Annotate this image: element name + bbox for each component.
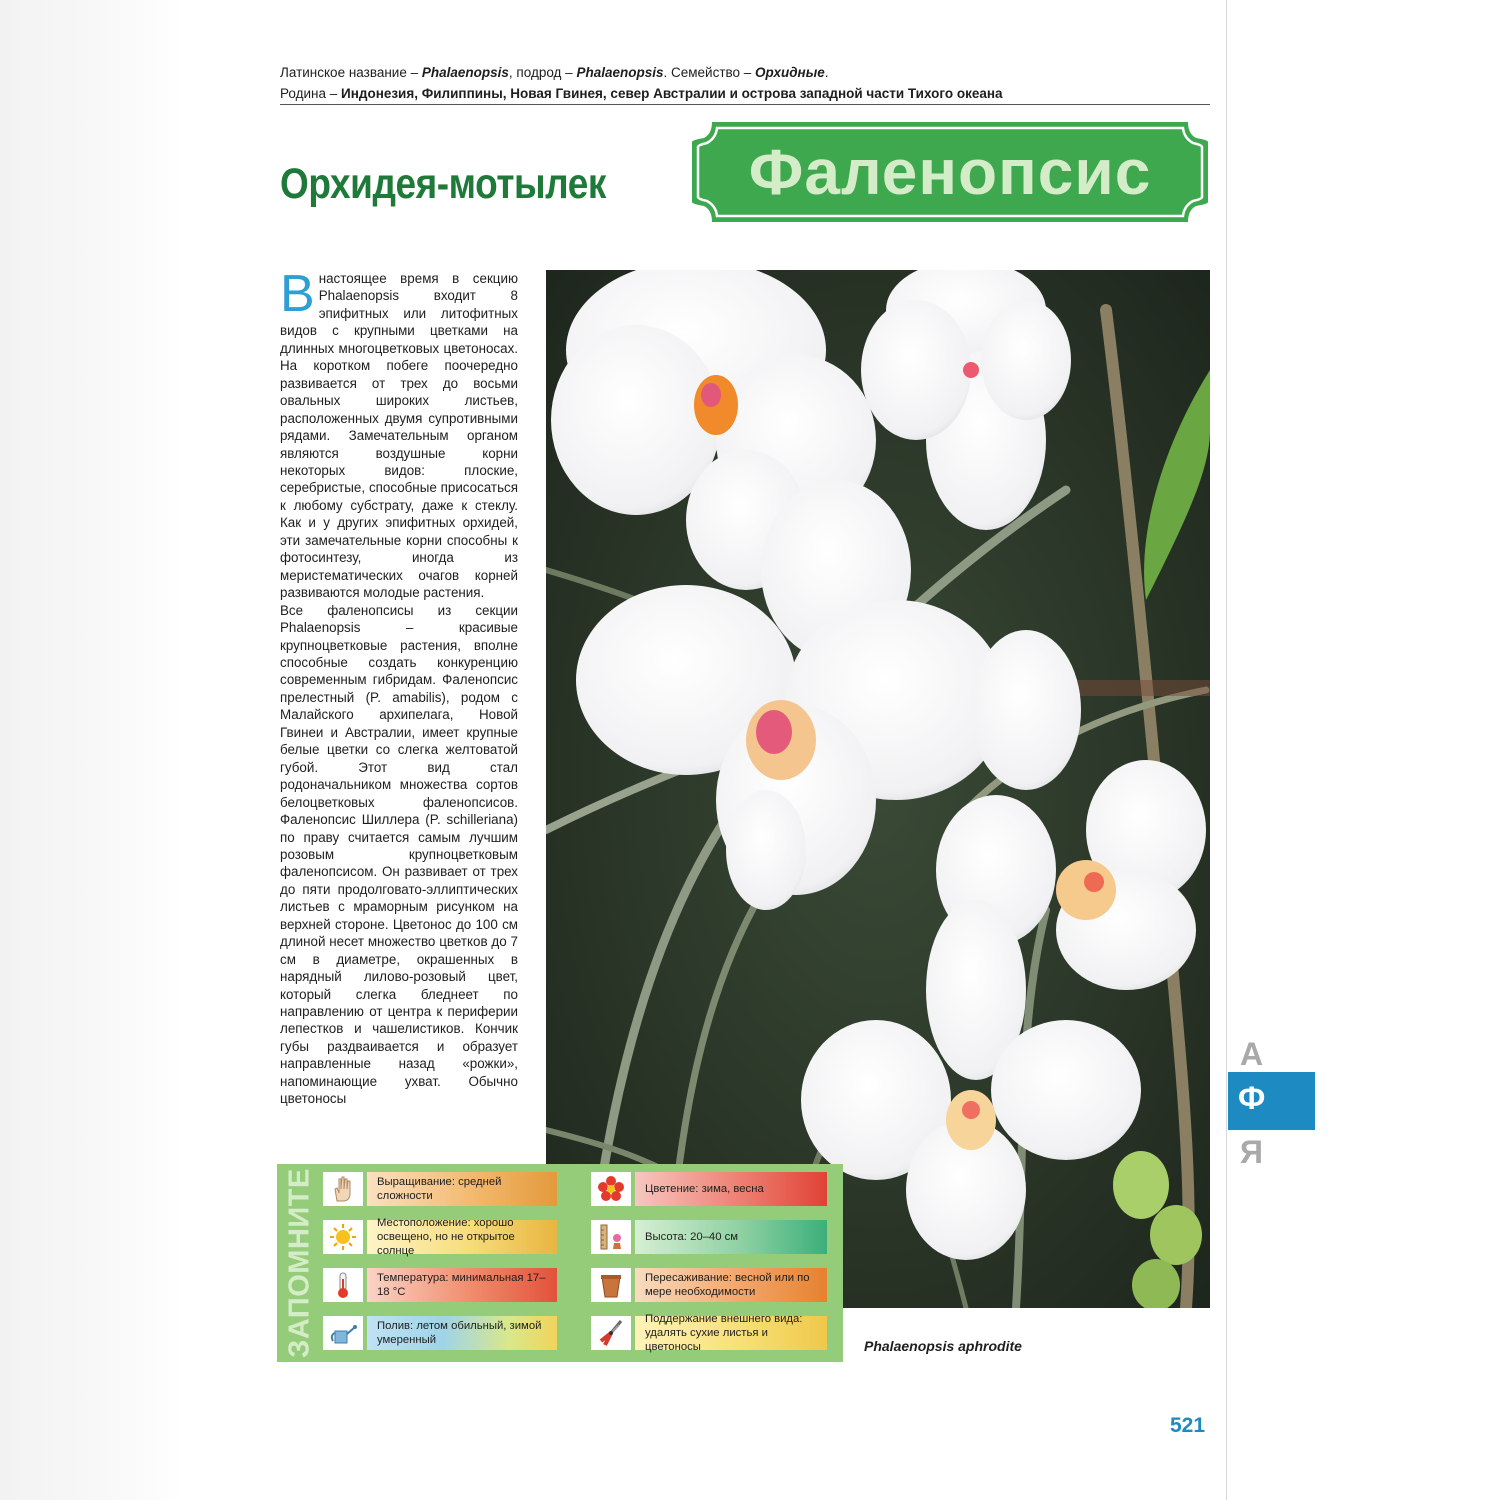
photo-caption: Phalaenopsis aphrodite: [864, 1338, 1022, 1354]
alphabet-index-current: Ф: [1238, 1080, 1266, 1116]
genus-name: Фаленопсис: [748, 136, 1152, 208]
species-info-header: [280, 62, 1210, 104]
flower-icon: [591, 1172, 631, 1206]
article-paragraph-2: Все фаленопсисы из секции Phalaenopsis – красивые крупноцветковые растения, вполне способные создать конкуренцию современным гибридам. Фаленопсис прелестный (P. amabilis), родом с Малайского архипелага, Новой Гвинеи и Австралии, имеет крупные белые цветки со слегка желтоватой губой. Этот вид стал родоначальником множества сортов белоцветковых фаленопсисов. Фаленопсис Шиллера (P. schilleriana) по праву считается самым лучшим розовым крупноцветковым фаленопсисом. Он развивает от трех до пяти продолговато-эллиптических листьев с мраморным рисунком на верхней стороне. Цветонос до 100 см длиной несет множество цветков до 7 см в диаметре, окрашенных в нарядный лилово-розовый цвет, который слегка бледнеет по направлению от центра к периферии лепестков и чашелистиков. Кончик губы раздваивается и образует направленные назад «рожки», напоминающие ухват. Обычно цветоносы: [280, 602, 518, 1107]
alphabet-index-prev: А: [1240, 1036, 1264, 1072]
latin-value: Phalaenopsis: [421, 65, 509, 80]
ruler-icon: [591, 1220, 631, 1254]
article-body: [280, 265, 518, 1108]
header-line-latin: [280, 62, 1210, 83]
care-item-maintenance: [591, 1313, 827, 1353]
care-bar-height: [635, 1220, 827, 1254]
care-item-growing: [323, 1172, 557, 1206]
header-line-native: [280, 83, 1210, 104]
header-line-end: .: [824, 65, 829, 80]
care-text-flowering: Цветение: зима, весна: [645, 1183, 764, 1195]
care-bar-temperature: [367, 1268, 557, 1302]
orchid-illustration: [546, 270, 1210, 1308]
care-text-location: Местоположение: хорошо освещено, но не открытое солнце: [377, 1217, 515, 1257]
native-label: Родина –: [280, 86, 342, 101]
alphabet-index-next: Я: [1240, 1134, 1263, 1170]
sun-icon: [323, 1220, 363, 1254]
care-text-height: Высота: 20–40 см: [645, 1231, 739, 1243]
care-item-flowering: [591, 1172, 827, 1206]
pot-icon: [591, 1268, 631, 1302]
header-divider: [280, 104, 1210, 105]
article-paragraph-1: настоящее время в секцию Phalaenopsis входит 8 эпифитных или литофитных видов с крупными цветками на длинных многоцветковых цветоносах. На коротком побеге поочередно развивается от трех до восьми овальных широких листьев, расположенных двумя супротивными рядами. Замечательным органом являются воздушные корни некоторых видов: плоские, серебристые, способные присосаться к любому субстрату, даже к стеклу. Как и у других эпифитных орхидей, эти замечательные корни способны к фотосинтезу, иногда из меристематических очагов корней развиваются молодые растения.: [280, 271, 518, 601]
family-label: . Семейство –: [663, 65, 756, 80]
common-name-title: Орхидея-мотылек: [280, 160, 606, 208]
care-summary-label-text: ЗАПОМНИТЕ: [283, 1168, 316, 1358]
genus-title-badge: [690, 120, 1210, 224]
care-item-repotting: [591, 1268, 827, 1302]
care-text-temperature: Температура: минимальная 17–18 °С: [377, 1272, 546, 1298]
care-text-maintenance: Поддержание внешнего вида: удалять сухие листья и цветоносы: [645, 1313, 803, 1353]
care-text-watering: Полив: летом обильный, зимой умеренный: [377, 1320, 542, 1346]
care-summary-box: [277, 1164, 843, 1362]
care-summary-label: [277, 1164, 323, 1362]
care-bar-growing: [367, 1172, 557, 1206]
subgenus-label: , подрод –: [508, 65, 577, 80]
hand-icon: [323, 1172, 363, 1206]
orchid-photo: [546, 270, 1210, 1308]
page-number: 521: [1170, 1414, 1206, 1437]
watering-can-icon: [323, 1316, 363, 1350]
page-edge: [1226, 0, 1227, 1500]
care-text-repotting: Пересаживание: весной или по мере необходимости: [645, 1272, 810, 1298]
latin-label: Латинское название –: [280, 65, 422, 80]
care-item-height: [591, 1220, 827, 1254]
care-text-growing: Выращивание: средней сложности: [377, 1176, 502, 1202]
care-item-location: [323, 1217, 557, 1257]
care-item-temperature: [323, 1268, 557, 1302]
thermometer-icon: [323, 1268, 363, 1302]
care-bar-repotting: [635, 1268, 827, 1302]
drop-cap: В: [280, 265, 315, 323]
family-value: Орхидные: [755, 65, 825, 80]
native-value: Индонезия, Филиппины, Новая Гвинея, север Австралии и острова западной части Тихого океана: [341, 86, 1003, 101]
care-bar-location: [367, 1217, 557, 1257]
care-bar-maintenance: [635, 1313, 827, 1353]
care-bar-flowering: [635, 1172, 827, 1206]
pruner-icon: [591, 1316, 631, 1350]
care-bar-watering: [367, 1316, 557, 1350]
care-item-watering: [323, 1316, 557, 1350]
subgenus-value: Phalaenopsis: [576, 65, 664, 80]
page-gutter-shadow: [0, 0, 185, 1500]
